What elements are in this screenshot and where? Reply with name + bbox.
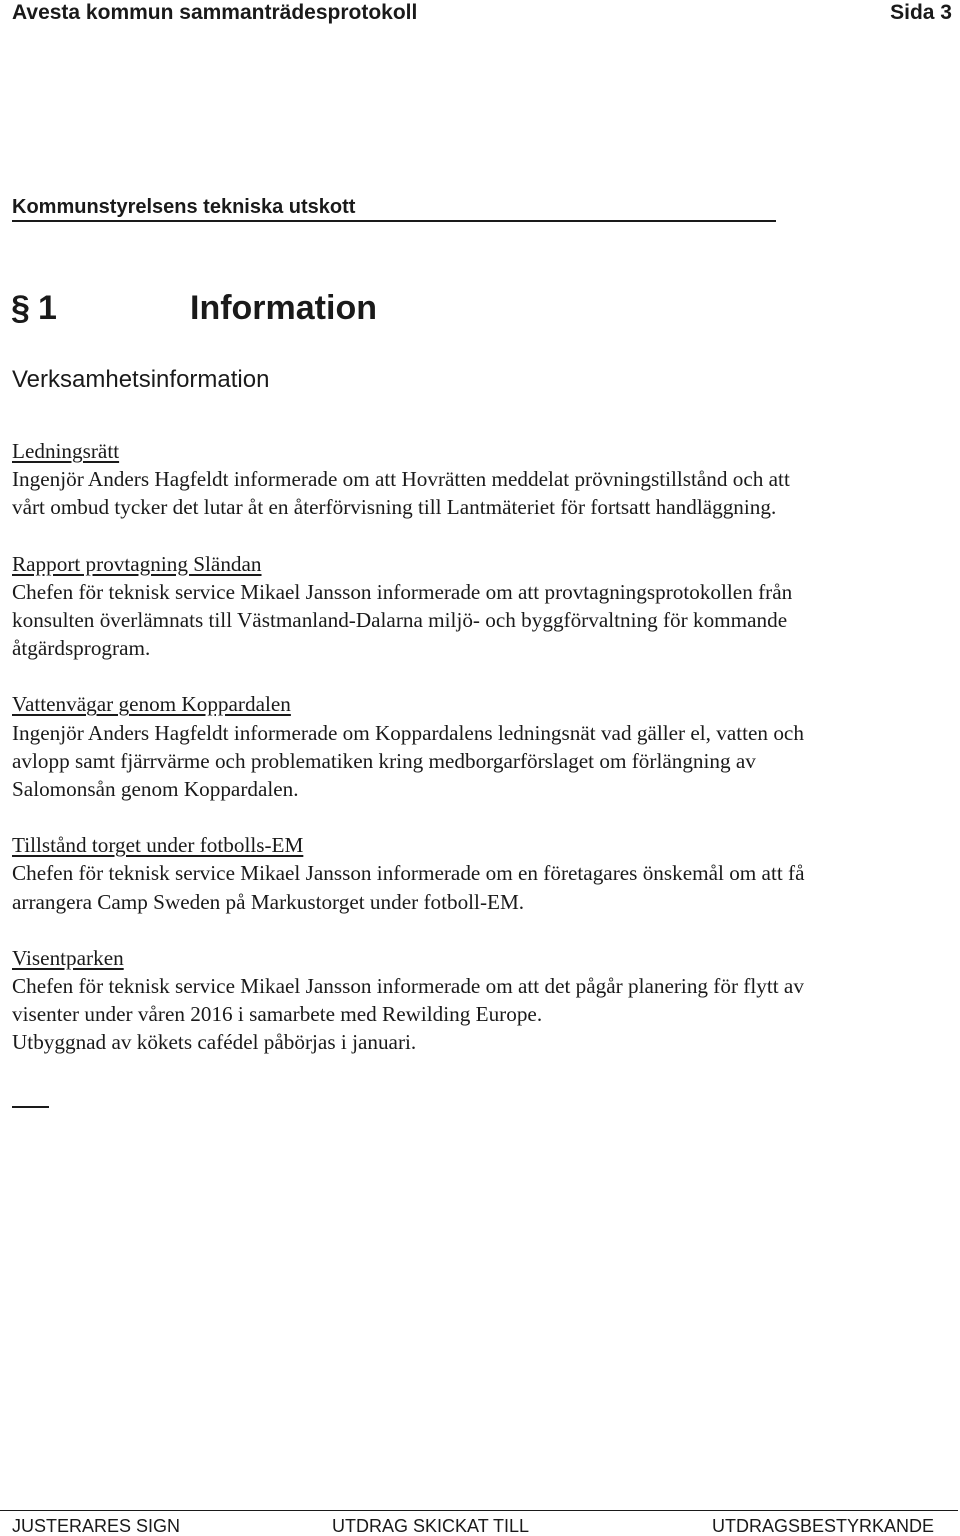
section-sign: § — [11, 289, 30, 327]
item-heading: Visentparken — [12, 945, 124, 970]
committee-name: Kommunstyrelsens tekniska utskott — [12, 196, 356, 218]
item-heading: Tillstånd torget under fotbolls-EM — [12, 833, 304, 858]
footer-divider — [0, 1510, 958, 1511]
footer-justerares-sign: JUSTERARES SIGN — [12, 1516, 181, 1536]
minutes-content — [12, 437, 942, 1085]
subsection-title: Verksamhetsinformation — [12, 366, 270, 393]
item-rapport-provtagning — [12, 550, 942, 663]
item-visentparken — [12, 944, 942, 1057]
item-tillstand-torget — [12, 831, 942, 916]
item-ledningsratt — [12, 437, 942, 522]
item-heading: Ledningsrätt — [12, 439, 120, 463]
item-body: Chefen för teknisk service Mikael Jansson informerade om en företagares önskemål om att få arrangera Camp Sweden på Markustorget under fotboll-EM. — [12, 861, 805, 914]
committee-underline — [12, 220, 776, 222]
item-heading: Vattenvägar genom Koppardalen — [12, 692, 291, 717]
item-body: Chefen för teknisk service Mikael Jansson informerade om att provtagningsprotokollen från konsulten överlämnats till Västmanland-Dalarna miljö- och byggförvaltning för kommande åtgärdsprogram. — [12, 579, 793, 661]
section-title: Information — [190, 289, 377, 327]
item-body: Ingenjör Anders Hagfeldt informerade om Koppardalens ledningsnät vad gäller el, vatten och avlopp samt fjärrvärme och problematiken kring medborgarförslaget om förlängning av Salomonsån genom Koppardalen. — [12, 720, 804, 802]
item-body: Ingenjör Anders Hagfeldt informerade om att Hovrätten meddelat prövningstillstånd och att vårt ombud tycker det lutar åt en återförvisning till Lantmäteriet för fortsatt handläggning. — [12, 467, 790, 520]
item-body: Chefen för teknisk service Mikael Jansson informerade om att det pågår planering för flytt av visenter under våren 2016 i samarbete med Rewilding Europe. Utbyggnad av kökets cafédel påbörjas i januari. — [12, 974, 804, 1055]
section-end-line — [12, 1106, 49, 1108]
footer-utdragsbestyrkande: UTDRAGSBESTYRKANDE — [711, 1516, 934, 1536]
section-number: 1 — [38, 289, 57, 327]
item-heading: Rapport provtagning Sländan — [12, 551, 262, 576]
page-number: Sida 3 — [890, 1, 952, 24]
document-title: Avesta kommun sammanträdesprotokoll — [12, 1, 418, 24]
footer-utdrag-skickat: UTDRAG SKICKAT TILL — [332, 1516, 530, 1536]
item-vattenvagar — [12, 690, 942, 803]
